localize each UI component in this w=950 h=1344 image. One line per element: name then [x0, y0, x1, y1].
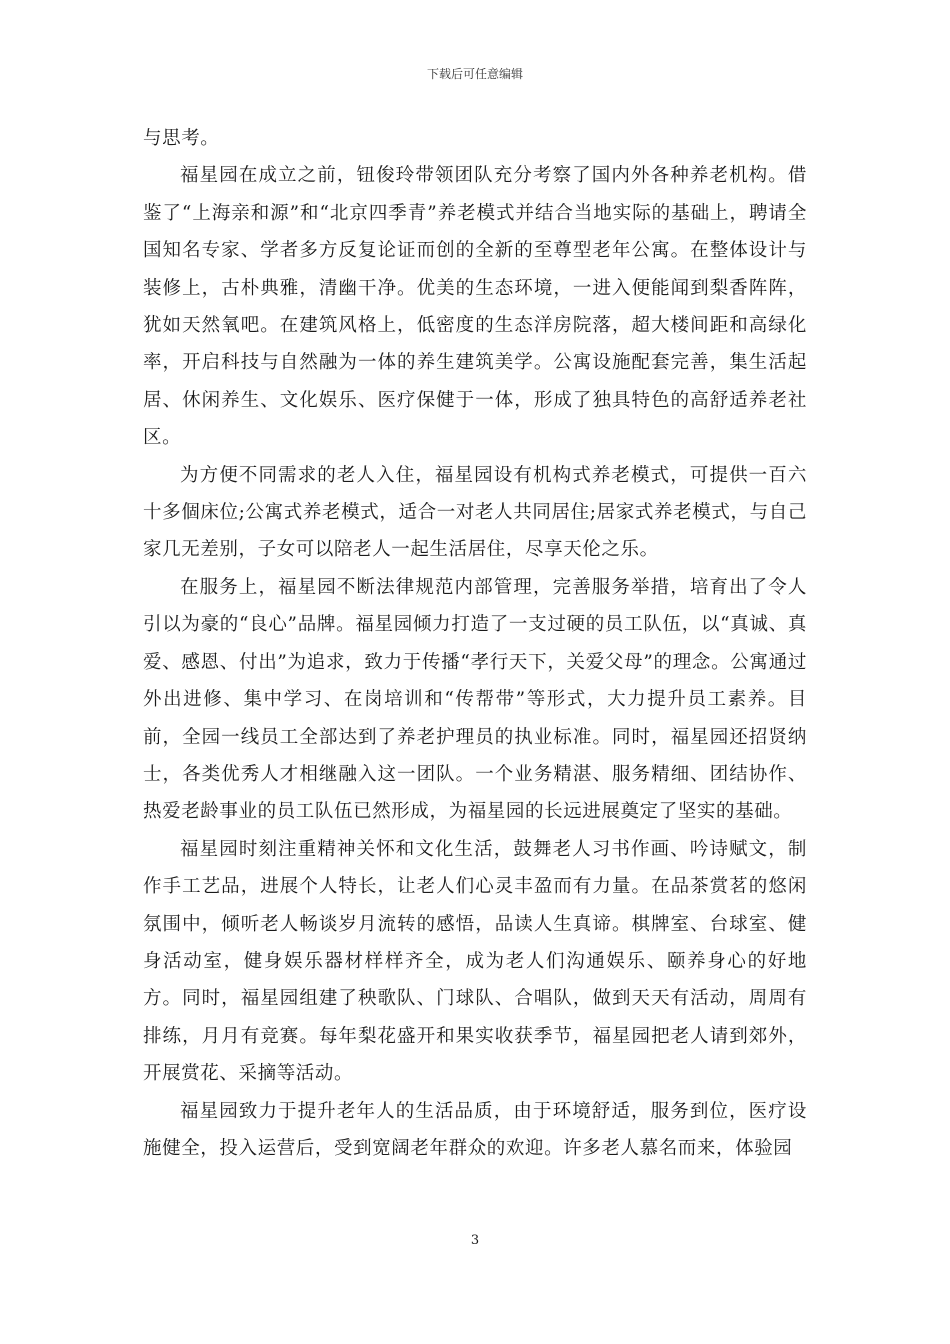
paragraph: 福星园致力于提升老年人的生活品质，由于环境舒适，服务到位，医疗设施健全，投入运营后，受到宽阔老年群众的欢迎。许多老人慕名而来，体验园	[143, 1100, 807, 1159]
page-header: 下载后可任意编辑	[426, 67, 523, 81]
paragraph: 为方便不同需求的老人入住，福星园设有机构式养老模式，可提供一百六十多個床位;公寓式养老模式，适合一对老人共同居住;居家式养老模式，与自己家几无差别，子女可以陪老人一起生活居住，尽享天伦之乐。	[143, 464, 807, 561]
paragraph: 福星园时刻注重精神关怀和文化生活，鼓舞老人习书作画、吟诗赋文，制作手工艺品，进展个人特长，让老人们心灵丰盈而有力量。在品茶赏茗的悠闲氛围中，倾听老人畅谈岁月流转的感悟，品读人生真谛。棋牌室、台球室、健身活动室，健身娱乐器材样样齐全，成为老人们沟通娱乐、颐养身心的好地方。同时，福星园组建了秧歌队、门球队、合唱队，做到天天有活动，周周有排练，月月有竞赛。每年梨花盛开和果实收获季节，福星园把老人请到郊外，开展赏花、采摘等活动。	[143, 838, 807, 1085]
page-number: 3	[470, 1233, 480, 1248]
paragraph: 福星园在成立之前，钮俊玲带领团队充分考察了国内外各种养老机构。借鉴了“上海亲和源”和“北京四季青”养老模式并结合当地实际的基础上，聘请全国知名专家、学者多方反复论证而创的全新的至尊型老年公寓。在整体设计与装修上，古朴典雅，清幽干净。优美的生态环境，一进入便能闻到梨香阵阵，犹如天然氧吧。在建筑风格上，低密度的生态洋房院落，超大楼间距和高绿化率，开启科技与自然融为一体的养生建筑美学。公寓设施配套完善，集生活起居、休闲养生、文化娱乐、医疗保健于一体，形成了独具特色的高舒适养老社区。	[143, 165, 807, 449]
paragraph: 在服务上，福星园不断法律规范内部管理，完善服务举措，培育出了令人引以为豪的“良心”品牌。福星园倾力打造了一支过硬的员工队伍，以“真诚、真爱、感恩、付出”为追求，致力于传播“孝行天下，关爱父母”的理念。公寓通过外出进修、集中学习、在岗培训和“传帮带”等形式，大力提升员工素养。目前，全园一线员工全部达到了养老护理员的执业标准。同时，福星园还招贤纳士，各类优秀人才相继融入这一团队。一个业务精湛、服务精细、团结协作、热爱老龄事业的员工队伍已然形成，为福星园的长远进展奠定了坚实的基础。	[143, 576, 807, 823]
document-body	[143, 120, 807, 1167]
paragraph-continuation: 与思考。	[143, 128, 220, 149]
